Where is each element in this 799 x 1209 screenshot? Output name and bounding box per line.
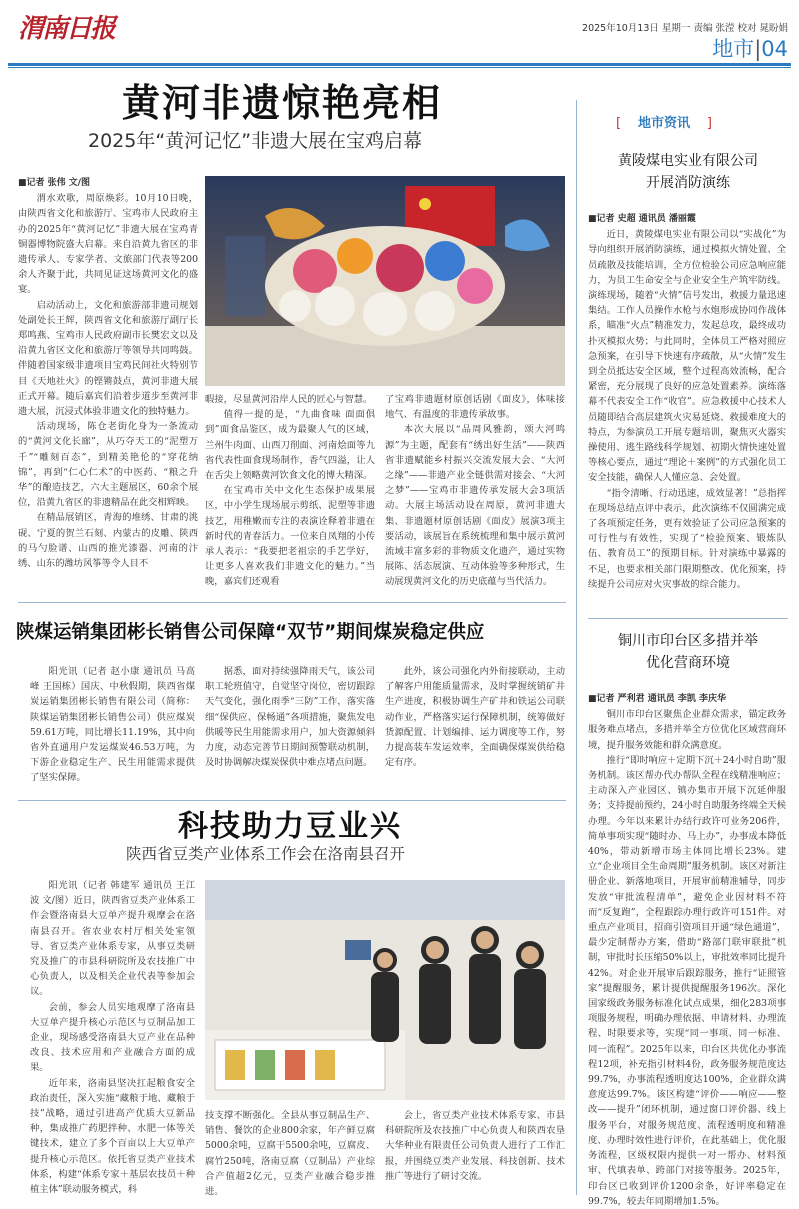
paragraph: 铜川市印台区聚焦企业群众需求，锚定政务服务难点堵点，多措并举全方位优化区域营商环境，提升服务效能和群众满意度。 xyxy=(588,709,786,751)
paragraph: 暇接，尽显黄河沿岸人民的匠心与智慧。 xyxy=(205,394,373,405)
bean-column-3 xyxy=(385,1108,565,1198)
lead-byline: ■记者 张伟 文/图 xyxy=(18,178,91,188)
lead-column-2 xyxy=(205,392,375,592)
sidebar-a2-title-line1: 铜川市印台区多措并举 xyxy=(618,633,758,649)
date-line: 2025年10月13日 星期一 责编 张滢 校对 晁盼娟 xyxy=(582,23,788,34)
lead-subtitle: 2025年“黄河记忆”非遗大展在宝鸡启幕 xyxy=(88,130,423,152)
paragraph: 技支撑不断强化。全县从事豆制品生产、销售、餐饮的企业800余家，年产鲜豆腐5000余吨，豆腐干5500余吨，豆腐皮、腐竹250吨，洛南豆腐（豆制品）产业综合产值超2亿元，豆类产业融合稳步推进。 xyxy=(205,1110,375,1198)
paragraph: 阳光讯（记者 赵小康 通讯员 马高峰 王国栋）国庆、中秋假期，陕西省煤炭运销集团彬长销售有限公司（简称：陕煤运销集团彬长销售公司）供应煤炭59.61万吨，同比增长11.19%，其中向省外直通用户发运煤炭46.53万吨，为下游企业稳定生产、民生用能需求提供了坚实保障。 xyxy=(30,666,195,784)
sidebar-divider xyxy=(588,618,788,619)
sidebar-a1-body xyxy=(588,212,786,610)
section-label xyxy=(698,36,788,62)
sidebar-a1-byline: ■记者 史超 通讯员 潘丽霞 xyxy=(588,214,696,224)
paragraph: 据悉，面对持续强降雨天气，该公司职工轮班值守，自觉坚守岗位，密切跟踪天气变化，强化雨季“三防”工作，落实落细“保供应、保畅通”各项措施，聚焦发电供暖等民生用能需求用户，加大资源倾斜力度，动态完善节日期间预警联动机制，及时协调解决煤炭保供中难点堵点问题。 xyxy=(205,666,375,769)
section-divider-line xyxy=(18,800,566,801)
paragraph: 本次大展以“品周风雅韵，颂大河鸣源”为主题，配套有“绣出好生活”——陕西省非遗赋能乡村振兴交流发展大会、“大河之缘”——非遗产业全链供需对接会、“大河之梦”——宝鸡市非遗传承发展大会3项活动。大展主场活动设在周原，黄河非遗大集、非遗题材原创话剧《面皮》展演3项主要活动，该展旨在系统梳理和集中展示黄河流域丰富多彩的非物质文化遗产，通过实物展陈、活态展演、互动体验等多种形式，生动展现黄河文化的历史底蕴与当代活力。 xyxy=(385,424,565,588)
bean-title: 科技助力豆业兴 xyxy=(178,809,402,844)
sidebar-a2-byline: ■记者 严利君 通讯员 李凯 李庆华 xyxy=(588,694,727,704)
sidebar-tag: [ 地市资讯 ] xyxy=(616,114,712,134)
header-rule xyxy=(8,63,791,66)
bean-photo xyxy=(205,880,565,1100)
paragraph: 启动活动上，文化和旅游部非遗司规划处副处长王辉，陕西省文化和旅游厅副厅长郑鸣燕、宝鸡市人民政府副市长樊宏文以及沿黄九省区文化和旅游厅等领导共同鸣鼓。伴随着国家级非遗项目宝鸡民间社火特别节目《天地社火》的铿锵鼓点，黄河非遗大展正式开幕。随后嘉宾们沿着步道步至黄河非遗大展，沉浸式体验非遗文化的独特魅力。 xyxy=(18,299,198,418)
paragraph: 此外，该公司强化内外衔接联动，主动了解客户用能质量需求，及时掌握统销矿井生产进度，积极协调生产矿井和铁运公司联动作业，严格落实运行保障机制，统筹做好货源配置、计划编排、运力调度等工作，努力提高装车发运效率，全面确保煤炭供给稳定有序。 xyxy=(385,666,565,769)
paragraph: 活动现场，陈仓老街化身为一条流动的“黄河文化长廊”，从巧夺天工的“泥塑万千”“雕刻百态”，到精美艳伦的“穿花纳锦”，再到“仁心仁术”的中医药、“粮之升华”的酿造技艺，六大主题展区，60余个展位，沿黄九省区的非遗精品在此交相辉映。 xyxy=(18,421,198,509)
paragraph: 近年来，洛南县坚决扛起粮食安全政治责任，深入实施“藏粮于地、藏粮于技”战略，通过引进高产优质大豆新品种，集成推广药肥拌种、水肥一体等关键技术，建立了多个百亩以上大豆单产提升核心示范区。依托省豆类产业技术体系，构建“体系专家＋基层农技员＋种植主体”联动服务模式，科 xyxy=(30,1077,195,1196)
paragraph: 推行“即时响应＋定期下沉＋24小时自助”服务机制。该区帮办代办帮队全程在线精准响应；主动深入产业园区、镇办集市开展下沉延伸服务；支持提前预约，24小时自助服务终端全天候办理。今年以来累计办结行政许可业务206件，简单事项实现“随时办、马上办”，办事成本降低40%，带动新增市场主体同比增长23%。建立“企业项目全生命周期”服务机制。该区对新注册企业、新落地项目，开展审前精准辅导，同步发放“审批流程清单”，避免企业因材料不符而“反复跑”，全程跟踪办理行政许可151件。对重点产业项目，招商引资项目开通“绿色通道”，最少定制帮办方案，借助“路部门联审联批”机制，审批时长压缩50%以上，审批效率同比提升42%。对企业开展审后跟踪服务，推行“证照管家”提醒服务，累计提供提醒服务196次。深化国家级政务服务标准化试点成果，细化283项事项服务规程，明确办理依据、申请材料、办理流程、时限要求等，实现“同一事项、同一标准、同一流程”。2025年以来，印台区共优化办事流程12项，补充指引材料4份，政务服务规范度达99.7%，办事流程透明度达100%，企业群众满意度达99.7%。该区构建“评价——响应——整改——提升”闭环机制，通过窗口评价器、线上服务平台，对服务规范度、流程透明度和精准度、办理时效性进行评价，在此基础上，优化服务流程，区级权限内提供一对一帮办、材料预审、代填表单、跨部门对接等服务。2025年，印台区已收到评价1200余条，好评率稳定在99.7%，较去年同期增加1.5%。 xyxy=(588,754,786,1207)
paragraph: 在精品展销区，青海的堆绣、甘肃的洮砚、宁夏的贺兰石刻、内蒙古的皮雕、陕西的马勺脸谱、山西的推光漆器、河南的汴绣、山东的潍坊风筝等令人目不 xyxy=(18,512,198,570)
sidebar-a2-body xyxy=(588,692,786,1207)
bean-subtitle: 陕西省豆类产业体系工作会在洛南县召开 xyxy=(126,845,406,863)
page-number: 04 xyxy=(761,37,788,61)
section-name: 地市 xyxy=(712,37,755,61)
paragraph: 阳光讯（记者 韩建军 通讯员 王江波 文/图）近日，陕西省豆类产业体系工作会暨洛南县大豆单产提升观摩会在洛南县召开。省农业农村厅相关处室领导、省豆类产业体系专家，从事豆类研究及推广的市县科研院所及农技推广中心负责人，以及相关企业代表等参加会议。 xyxy=(30,880,195,998)
section-divider-line xyxy=(18,602,566,603)
paragraph: 近日，黄陵煤电实业有限公司以“实战化”为导向组织开展消防演练，通过模拟火情处置、全员疏散及技能培训，全方位检验公司应急响应能力，为员工生命安全与企业安全生产筑牢防线。演练现场，随着“火情”信号发出，救援力量迅速集结。工作人员操作水枪与水炮形成协同作战体系，瞄准“火点”精准发力，发起总攻，最终成功扑灭模拟火势；与此同时，全体员工严格对照应急预案，在引导下快速有序疏散，从“火情”发生到全员抵达安全区域，整个过程高效流畅，配合紧密，充分展现了良好的应急处置素养。演练落幕不代表安全工作“收官”。应急救援中心技术人员随即结合高层建筑火灾易延烧、救援难度大的特点，为参演员工开展专题培训，聚焦灭火器实操使用、逃生路线科学规划、初期火情快速处置等核心要点，通过“理论＋案例”的方式强化员工安全技能，确保人人懂应急、会处置。 xyxy=(588,229,786,484)
paragraph: 在宝鸡市关中文化生态保护成果展区，中小学生现场展示剪纸、泥塑等非遗技艺，用稚嫩而专注的表演诠释着非遗在新时代的青春活力。一位来自凤翔的小传承人表示：“我要把老祖宗的手艺学好，让更多人喜欢我们非遗文化的魅力。”当晚，嘉宾们还观看 xyxy=(205,485,375,588)
coal-column-1 xyxy=(30,664,195,796)
paragraph: “指令清晰、行动迅速，成效显著！”总指挥在现场总结点评中表示，此次演练不仅圆满完成了各项预定任务，更有效验证了公司应急预案的可行性与有效性，实现了“检验预案、锻炼队伍、教育员工”的预期目标。针对演练中暴露的不足，也要求相关部门限期整改、优化预案，持续提升公司应对火灾事故的综合能力。 xyxy=(588,487,786,590)
sidebar-a2-title-line2: 优化营商环境 xyxy=(646,655,730,671)
lead-column-3 xyxy=(385,392,565,592)
paragraph: 了宝鸡非遗题材原创话剧《面皮》，体味接地气、有温度的非遗传承故事。 xyxy=(385,394,565,421)
lead-title: 黄河非遗惊艳亮相 xyxy=(122,81,443,125)
lead-column-1 xyxy=(18,176,198,592)
header-rule-thin xyxy=(8,67,791,68)
bean-column-1 xyxy=(30,878,195,1198)
coal-column-3 xyxy=(385,664,565,796)
paragraph: 渭水欢歌，周原焕彩。10月10日晚，由陕西省文化和旅游厅、宝鸡市人民政府主办的2025年“黄河记忆”非遗大展在宝鸡青铜器博物院盛大启幕。来自沿黄九省区的非遗传承人、专家学者、文旅部门代表等200余人齐聚于此，共同见证这场黄河文化的盛宴。 xyxy=(18,193,198,296)
column-divider xyxy=(576,100,577,1195)
bean-column-2 xyxy=(205,1108,375,1198)
coal-column-2 xyxy=(205,664,375,796)
coal-title: 陕煤运销集团彬长销售公司保障“双节”期间煤炭稳定供应 xyxy=(16,622,485,643)
section-divider: | xyxy=(754,37,762,61)
masthead-logo: 渭南日报 xyxy=(18,14,115,44)
sidebar-a1-title-line2: 开展消防演练 xyxy=(646,175,730,191)
paragraph: 会上，省豆类产业技术体系专家、市县科研院所及农技推广中心负责人和陕西农垦大华种业有限责任公司负责人进行了工作汇报，并围绕豆类产业发展、科技创新、技术推广等进行了研讨交流。 xyxy=(385,1110,565,1182)
lead-photo xyxy=(205,176,565,386)
paragraph: 值得一提的是，“九曲食味 面面俱到”面食品鉴区，成为最聚人气的区域，兰州牛肉面、山西刀削面、河南烩面等九省代表性面食现场制作，香气四溢，让人在舌尖上领略黄河饮食文化的博大精深。 xyxy=(205,409,375,482)
paragraph: 会前，参会人员实地观摩了洛南县大豆单产提升核心示范区与豆制品加工企业，现场感受洛南县大豆产业在品种改良、技术应用和产业融合方面的成果。 xyxy=(30,1001,195,1074)
sidebar-a1-title-line1: 黄陵煤电实业有限公司 xyxy=(618,153,758,169)
